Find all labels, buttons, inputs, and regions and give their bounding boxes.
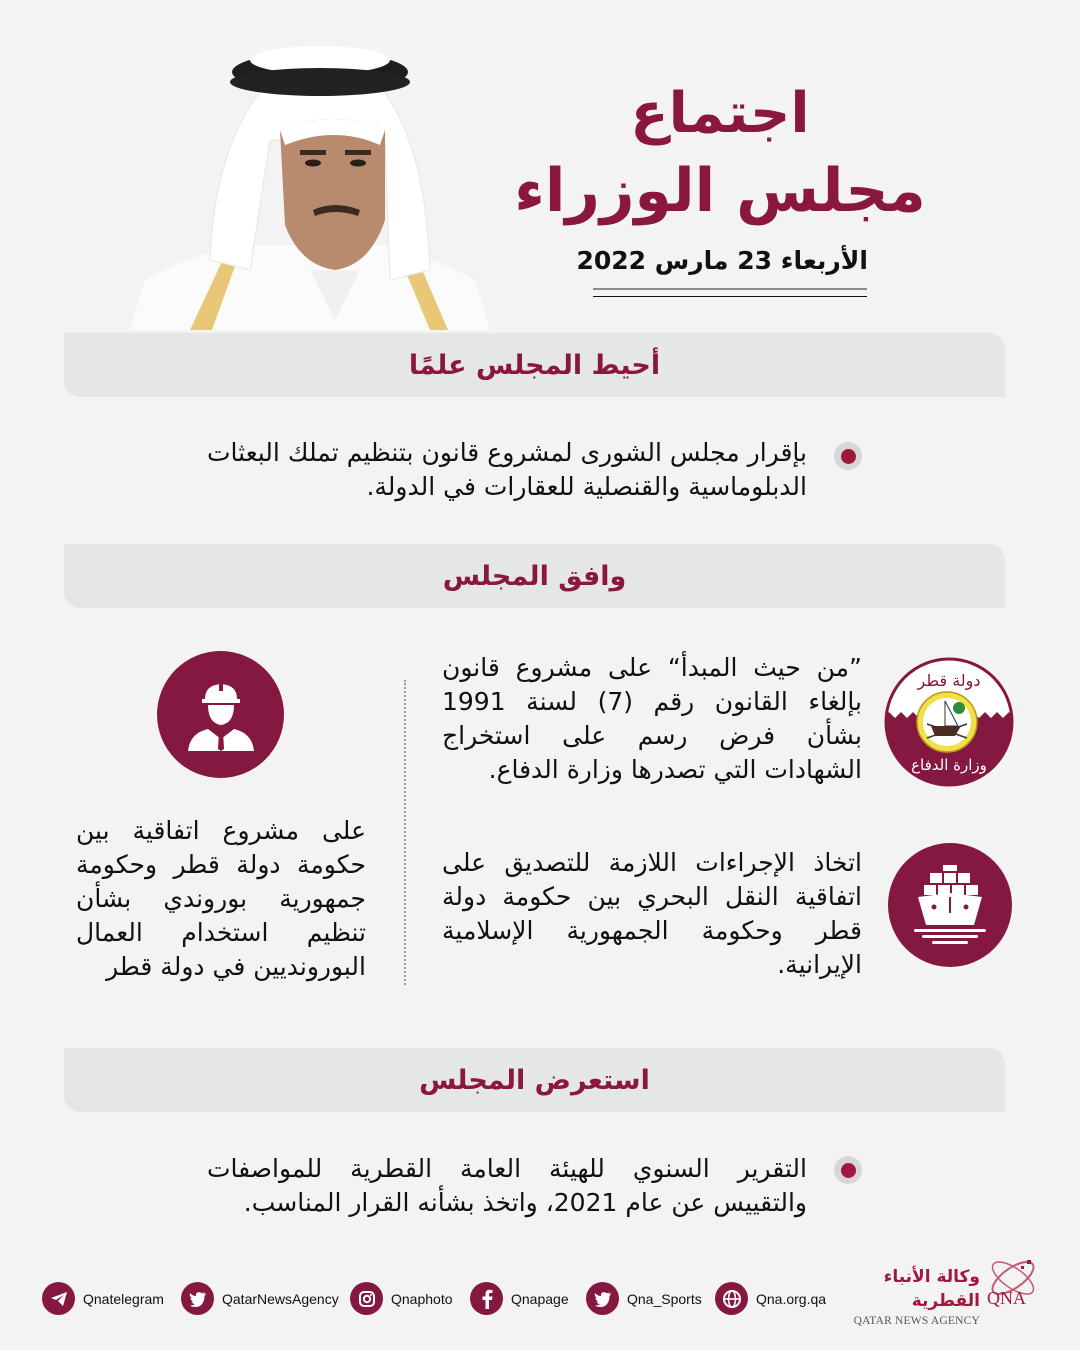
svg-text:وزارة الدفاع: وزارة الدفاع — [911, 756, 987, 774]
approval-item-defence-law: ”من حيث المبدأ“ على مشروع قانون بإلغاء القانون رقم (7) لسنة 1991 بشأن فرض رسم على استخراج الشهادات التي تصدرها وزارة الدفاع. — [442, 653, 862, 784]
section-1-item: بإقرار مجلس الشورى لمشروع قانون بتنظيم تملك البعثات الدبلوماسية والقنصلية للعقارات في الدولة. — [207, 438, 807, 501]
section-heading: وافق المجلس — [442, 560, 627, 592]
telegram-icon — [42, 1282, 75, 1315]
section-3-item: التقرير السنوي للهيئة العامة القطرية للمواصفات والتقييس عن عام 2021، واتخذ بشأنه القرار المناسب. — [207, 1154, 807, 1217]
social-link-twitter-sports[interactable]: Qna_Sports — [586, 1282, 702, 1315]
qna-logo-text: وكالة الأنباء القطرية QATAR NEWS AGENCY — [853, 1267, 980, 1327]
approval-item-burundi-agreement: على مشروع اتفاقية بين حكومة دولة قطر وحكومة جمهورية بوروندي بشأن تنظيم استخدام العمال البورونديين في دولة قطر — [76, 816, 366, 981]
date-underline-black — [593, 296, 867, 297]
globe-icon — [715, 1282, 748, 1315]
section-header-informed — [64, 333, 1005, 397]
prime-minister-portrait — [130, 30, 490, 330]
section-heading: استعرض المجلس — [419, 1064, 650, 1096]
meeting-date: الأربعاء 23 مارس 2022 — [576, 246, 868, 275]
bullet-icon — [834, 1156, 862, 1184]
cargo-ship-icon — [888, 843, 1012, 967]
title-line-1: اجتماع — [630, 81, 810, 146]
column-divider — [404, 680, 406, 985]
bullet-icon — [834, 442, 862, 470]
social-link-instagram[interactable]: Qnaphoto — [350, 1282, 453, 1315]
date-underline-gray — [593, 288, 867, 290]
section-header-approved — [64, 544, 1005, 608]
social-link-website[interactable]: Qna.org.qa — [715, 1282, 826, 1315]
social-link-telegram[interactable]: Qnatelegram — [42, 1282, 164, 1315]
section-header-reviewed — [64, 1048, 1005, 1112]
svg-text:دولة قطر: دولة قطر — [917, 671, 981, 690]
social-link-facebook[interactable]: Qnapage — [470, 1282, 569, 1315]
qna-logo-mark: QNA — [985, 1258, 1041, 1316]
ministry-of-defence-emblem — [883, 656, 1015, 788]
twitter-icon — [181, 1282, 214, 1315]
social-link-twitter[interactable]: QatarNewsAgency — [181, 1282, 339, 1315]
page-title — [510, 78, 930, 232]
title-line-2: مجلس الوزراء — [514, 156, 926, 226]
twitter-icon — [586, 1282, 619, 1315]
instagram-icon — [350, 1282, 383, 1315]
facebook-icon — [470, 1282, 503, 1315]
approval-item-maritime-agreement: اتخاذ الإجراءات اللازمة للتصديق على اتفاقية النقل البحري بين حكومة دولة قطر وحكومة الجمهورية الإسلامية الإيرانية. — [442, 848, 862, 979]
section-heading: أحيط المجلس علمًا — [408, 349, 661, 381]
worker-hardhat-icon — [157, 651, 284, 778]
